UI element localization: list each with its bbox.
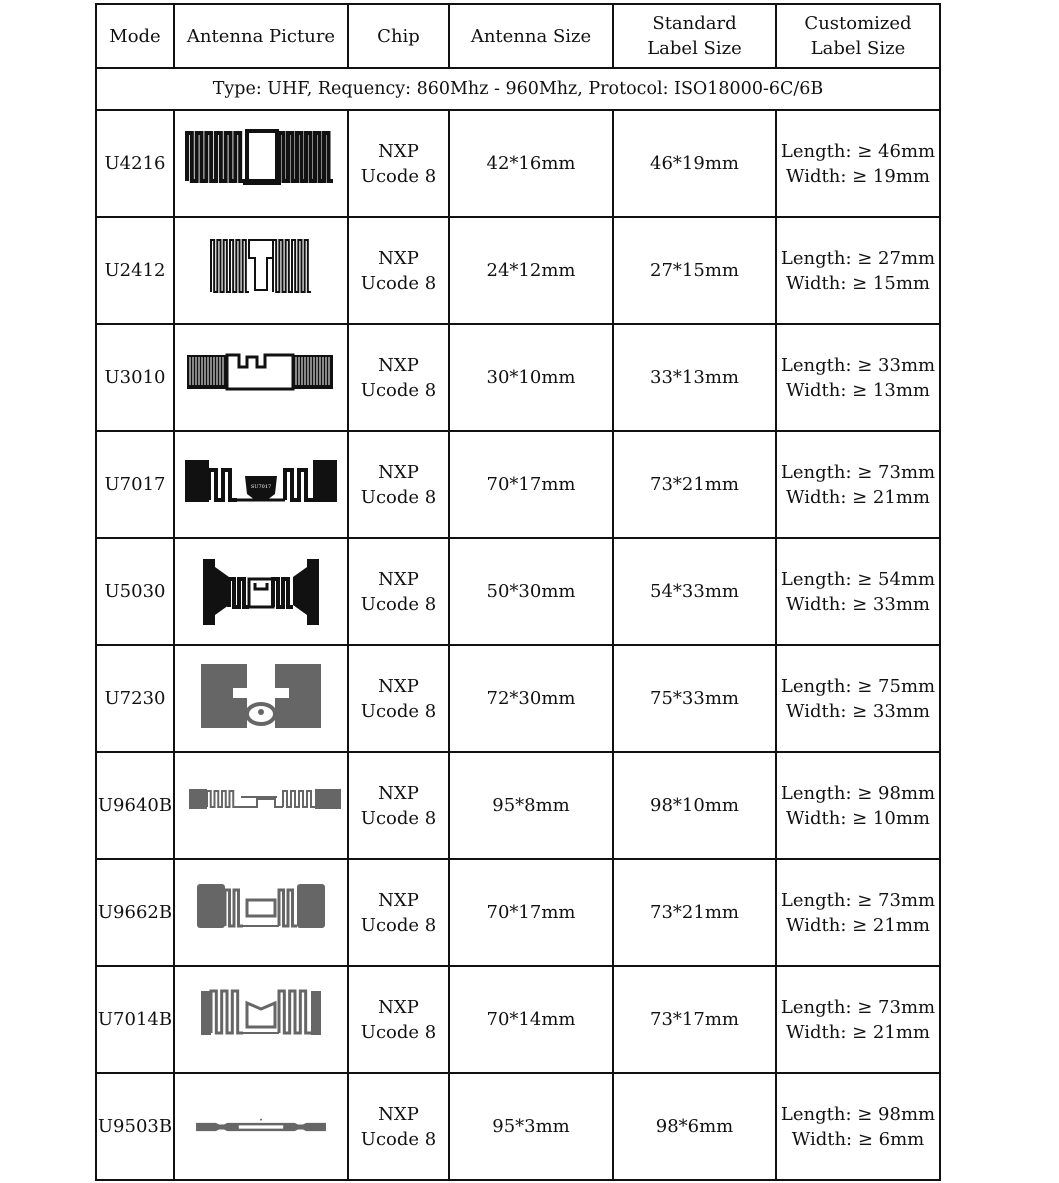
custom-width: Width: ≥ 6mm [791, 1128, 925, 1150]
custom-length: Length: ≥ 73mm [780, 996, 936, 1018]
chip-cell [348, 645, 449, 752]
header-line: Customized [804, 13, 912, 34]
antenna-meander-dipole-black-icon [181, 127, 341, 201]
chip-brand: NXP [378, 996, 419, 1018]
mode-cell: U7017 [96, 431, 174, 538]
antenna-slot-bar-gray-icon [181, 1090, 341, 1164]
mode-cell: U9503B [96, 1073, 174, 1180]
antenna-picture-cell [174, 324, 348, 431]
chip-model: Ucode 8 [360, 486, 437, 508]
table-row [96, 966, 940, 1073]
antenna-size-cell: 50*30mm [449, 538, 613, 645]
antenna-flared-dipole-black-icon [181, 555, 341, 629]
mode-cell: U7014B [96, 966, 174, 1073]
custom-length: Length: ≥ 73mm [780, 889, 936, 911]
chip-cell [348, 1073, 449, 1180]
chip-brand: NXP [378, 461, 419, 483]
header-mode: Mode [96, 4, 174, 68]
mode-cell: U5030 [96, 538, 174, 645]
antenna-picture-cell [174, 110, 348, 217]
chip-model: Ucode 8 [360, 1021, 437, 1043]
antenna-picture-cell [174, 752, 348, 859]
antenna-pad-meander-gray-icon [181, 876, 341, 950]
antenna-size-cell: 95*3mm [449, 1073, 613, 1180]
custom-length: Length: ≥ 27mm [780, 247, 936, 269]
antenna-picture-cell [174, 1073, 348, 1180]
standard-label-size-cell: 54*33mm [613, 538, 776, 645]
chip-cell [348, 110, 449, 217]
custom-length: Length: ≥ 98mm [780, 1103, 936, 1125]
chip-brand: NXP [378, 247, 419, 269]
chip-cell [348, 859, 449, 966]
table-row [96, 538, 940, 645]
header-line: Label Size [647, 38, 742, 59]
custom-width: Width: ≥ 15mm [786, 272, 930, 294]
antenna-size-cell: 42*16mm [449, 110, 613, 217]
antenna-picture-cell [174, 859, 348, 966]
chip-cell [348, 752, 449, 859]
customized-label-size-cell [776, 859, 940, 966]
chip-model: Ucode 8 [360, 700, 437, 722]
antenna-picture-cell [174, 538, 348, 645]
customized-label-size-cell [776, 645, 940, 752]
custom-length: Length: ≥ 54mm [780, 568, 936, 590]
rfid-spec-table [95, 3, 941, 1181]
antenna-slim-meander-gray-icon [181, 769, 341, 843]
svg-text:SU7017: SU7017 [250, 483, 272, 490]
antenna-picture-cell [174, 217, 348, 324]
antenna-wide-pad-gray-icon [181, 662, 341, 736]
header-antenna-picture: Antenna Picture [174, 4, 348, 68]
table-row [96, 859, 940, 966]
standard-label-size-cell: 46*19mm [613, 110, 776, 217]
chip-brand: NXP [378, 140, 419, 162]
customized-label-size-cell [776, 324, 940, 431]
custom-width: Width: ≥ 19mm [786, 165, 930, 187]
table-row [96, 431, 940, 538]
header-line: Standard [652, 13, 737, 34]
chip-cell [348, 324, 449, 431]
mode-cell: U3010 [96, 324, 174, 431]
custom-width: Width: ≥ 13mm [786, 379, 930, 401]
custom-length: Length: ≥ 46mm [780, 140, 936, 162]
chip-brand: NXP [378, 1103, 419, 1125]
mode-cell: U7230 [96, 645, 174, 752]
antenna-size-cell: 24*12mm [449, 217, 613, 324]
antenna-picture-cell [174, 431, 348, 538]
table-row [96, 324, 940, 431]
custom-length: Length: ≥ 75mm [780, 675, 936, 697]
custom-width: Width: ≥ 10mm [786, 807, 930, 829]
custom-length: Length: ≥ 98mm [780, 782, 936, 804]
standard-label-size-cell: 75*33mm [613, 645, 776, 752]
header-line: Label Size [810, 38, 906, 59]
table-row [96, 752, 940, 859]
mode-cell: U2412 [96, 217, 174, 324]
customized-label-size-cell [776, 966, 940, 1073]
chip-brand: NXP [378, 675, 419, 697]
chip-brand: NXP [378, 889, 419, 911]
antenna-size-cell: 70*14mm [449, 966, 613, 1073]
standard-label-size-cell: 73*21mm [613, 859, 776, 966]
standard-label-size-cell: 73*17mm [613, 966, 776, 1073]
customized-label-size-cell [776, 217, 940, 324]
customized-label-size-cell [776, 1073, 940, 1180]
chip-cell [348, 217, 449, 324]
chip-model: Ucode 8 [360, 379, 437, 401]
chip-model: Ucode 8 [360, 1128, 437, 1150]
antenna-size-cell: 70*17mm [449, 859, 613, 966]
chip-model: Ucode 8 [360, 272, 437, 294]
standard-label-size-cell: 27*15mm [613, 217, 776, 324]
standard-label-size-cell: 33*13mm [613, 324, 776, 431]
chip-model: Ucode 8 [360, 165, 437, 187]
table-row [96, 110, 940, 217]
customized-label-size-cell [776, 110, 940, 217]
standard-label-size-cell: 98*10mm [613, 752, 776, 859]
antenna-size-cell: 30*10mm [449, 324, 613, 431]
custom-width: Width: ≥ 33mm [786, 593, 930, 615]
type-row [96, 68, 940, 110]
standard-label-size-cell: 98*6mm [613, 1073, 776, 1180]
chip-cell [348, 538, 449, 645]
header-chip: Chip [348, 4, 449, 68]
customized-label-size-cell [776, 431, 940, 538]
chip-cell [348, 966, 449, 1073]
standard-label-size-cell: 73*21mm [613, 431, 776, 538]
mode-cell: U9640B [96, 752, 174, 859]
mode-cell: U4216 [96, 110, 174, 217]
antenna-picture-cell [174, 966, 348, 1073]
custom-length: Length: ≥ 73mm [780, 461, 936, 483]
custom-width: Width: ≥ 33mm [786, 700, 930, 722]
antenna-size-cell: 70*17mm [449, 431, 613, 538]
antenna-size-cell: 95*8mm [449, 752, 613, 859]
table-row [96, 645, 940, 752]
customized-label-size-cell [776, 752, 940, 859]
table-body [96, 110, 940, 1180]
custom-width: Width: ≥ 21mm [786, 914, 930, 936]
header-row [96, 4, 940, 68]
customized-label-size-cell [776, 538, 940, 645]
table-row [96, 217, 940, 324]
custom-width: Width: ≥ 21mm [786, 1021, 930, 1043]
antenna-picture-cell [174, 645, 348, 752]
chip-cell [348, 431, 449, 538]
chip-model: Ucode 8 [360, 914, 437, 936]
antenna-zigzag-gray-icon [181, 983, 341, 1057]
type-description: Type: UHF, Requency: 860Mhz - 960Mhz, Protocol: ISO18000-6C/6B [96, 68, 940, 110]
chip-brand: NXP [378, 568, 419, 590]
antenna-size-cell: 72*30mm [449, 645, 613, 752]
antenna-t-loop-meander-outline-icon [181, 234, 341, 308]
header-customized-label-size [776, 4, 940, 68]
chip-brand: NXP [378, 782, 419, 804]
custom-width: Width: ≥ 21mm [786, 486, 930, 508]
chip-model: Ucode 8 [360, 593, 437, 615]
mode-cell: U9662B [96, 859, 174, 966]
custom-length: Length: ≥ 33mm [780, 354, 936, 376]
header-antenna-size: Antenna Size [449, 4, 613, 68]
chip-brand: NXP [378, 354, 419, 376]
antenna-dense-meander-black-icon [181, 341, 341, 415]
table-row [96, 1073, 940, 1180]
chip-model: Ucode 8 [360, 807, 437, 829]
header-standard-label-size [613, 4, 776, 68]
antenna-block-end-dipole-black-icon [181, 448, 341, 522]
